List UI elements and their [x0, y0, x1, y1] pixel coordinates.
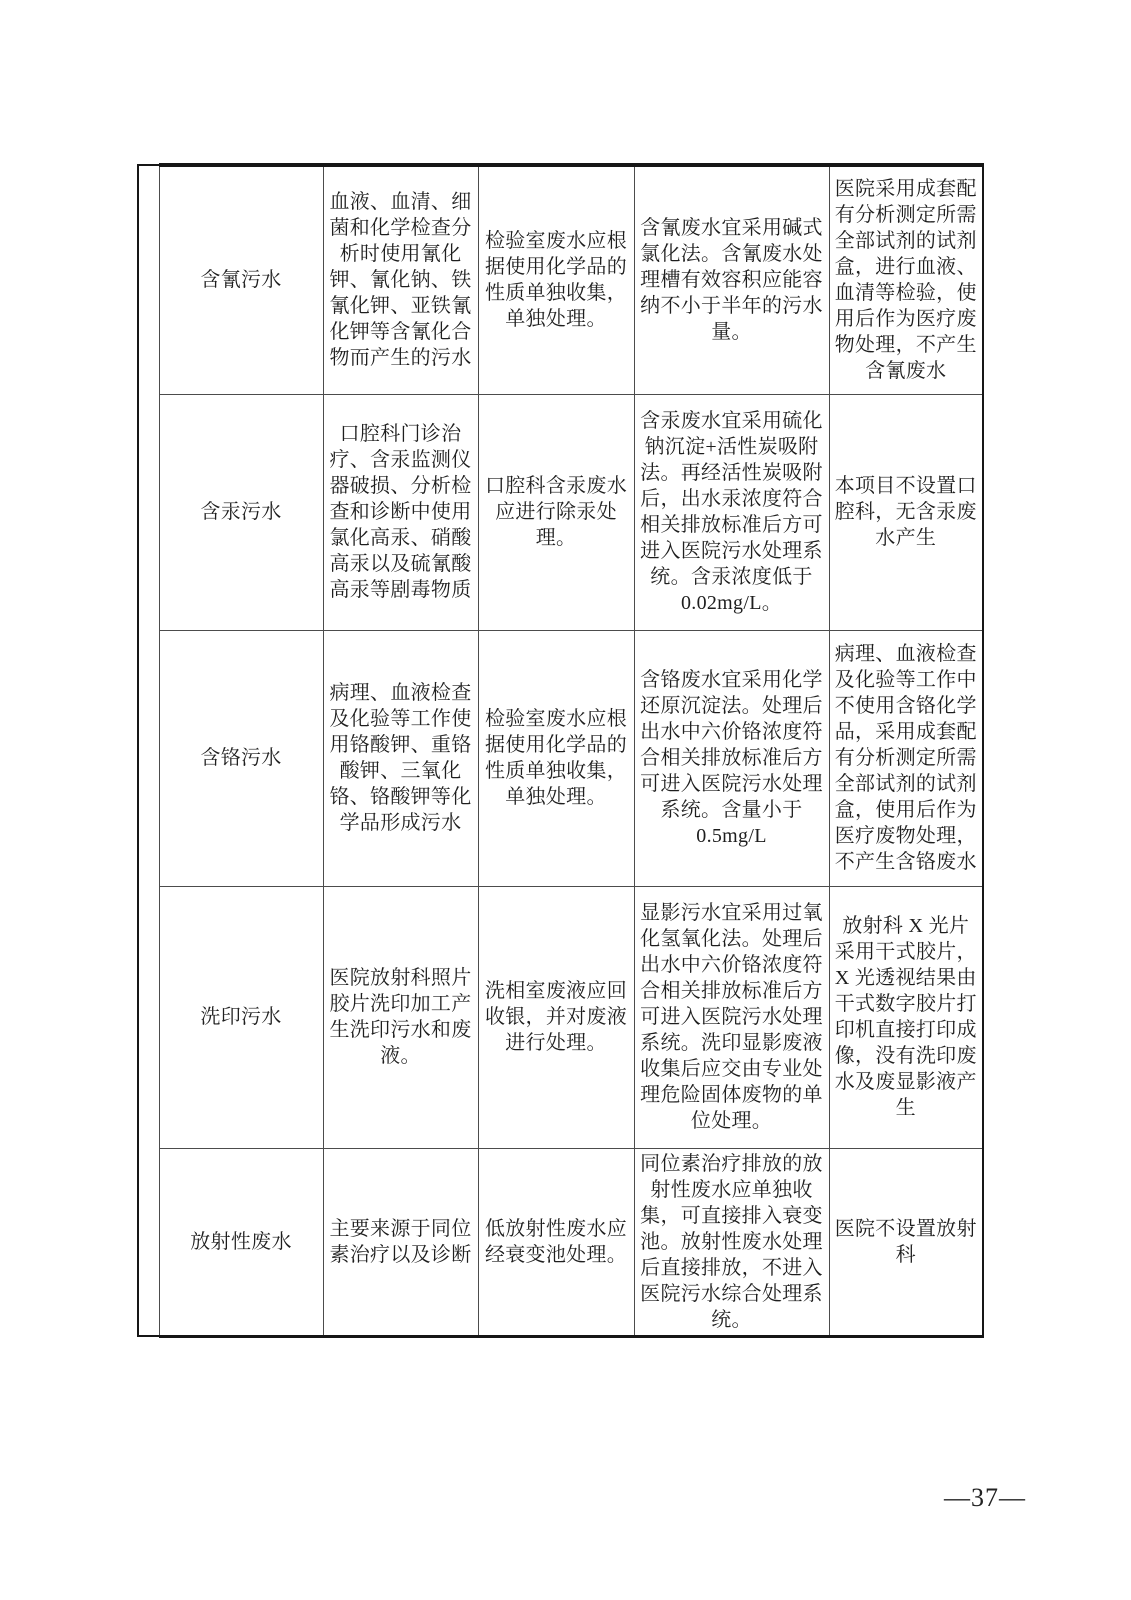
treatment-cell: 含铬废水宜采用化学还原沉淀法。处理后出水中六价铬浓度符合相关排放标准后方可进入医院污水处理系统。含量小于 0.5mg/L	[634, 630, 829, 886]
table-row	[138, 886, 983, 1148]
wastewater-table	[137, 163, 984, 1338]
source-cell: 血液、血清、细菌和化学检查分析时使用氰化钾、氰化钠、铁氰化钾、亚铁氰化钾等含氰化合物而产生的污水	[323, 165, 478, 394]
category-cell: 含汞污水	[159, 394, 323, 630]
project-situation-cell: 病理、血液检查及化验等工作中不使用含铬化学品，采用成套配有分析测定所需全部试剂的试剂盒，使用后作为医疗废物处理，不产生含铬废水	[829, 630, 983, 886]
table-row	[138, 1148, 983, 1336]
category-cell: 含铬污水	[159, 630, 323, 886]
source-cell: 主要来源于同位素治疗以及诊断	[323, 1148, 478, 1336]
category-cell: 洗印污水	[159, 886, 323, 1148]
source-cell: 病理、血液检查及化验等工作使用铬酸钾、重铬酸钾、三氧化铬、铬酸钾等化学品形成污水	[323, 630, 478, 886]
source-cell: 医院放射科照片胶片洗印加工产生洗印污水和废液。	[323, 886, 478, 1148]
table-row	[138, 630, 983, 886]
treatment-cell: 显影污水宜采用过氧化氢氧化法。处理后出水中六价铬浓度符合相关排放标准后方可进入医院污水处理系统。洗印显影废液收集后应交由专业处理危险固体废物的单位处理。	[634, 886, 829, 1148]
category-cell: 含氰污水	[159, 165, 323, 394]
collection-cell: 检验室废水应根据使用化学品的性质单独收集，单独处理。	[478, 630, 634, 886]
project-situation-cell: 本项目不设置口腔科，无含汞废水产生	[829, 394, 983, 630]
project-situation-cell: 医院不设置放射科	[829, 1148, 983, 1336]
source-cell: 口腔科门诊治疗、含汞监测仪器破损、分析检查和诊断中使用氯化高汞、硝酸高汞以及硫氰酸高汞等剧毒物质	[323, 394, 478, 630]
table-row	[138, 165, 983, 394]
project-situation-cell: 放射科 X 光片采用干式胶片，X 光透视结果由干式数字胶片打印机直接打印成像，没有洗印废水及废显影液产生	[829, 886, 983, 1148]
collection-cell: 洗相室废液应回收银，并对废液进行处理。	[478, 886, 634, 1148]
wastewater-table-container	[137, 163, 984, 1338]
table-row	[138, 394, 983, 630]
collection-cell: 检验室废水应根据使用化学品的性质单独收集，单独处理。	[478, 165, 634, 394]
collection-cell: 口腔科含汞废水应进行除汞处理。	[478, 394, 634, 630]
project-situation-cell: 医院采用成套配有分析测定所需全部试剂的试剂盒，进行血液、血清等检验，使用后作为医疗废物处理，不产生含氰废水	[829, 165, 983, 394]
category-cell: 放射性废水	[159, 1148, 323, 1336]
table-left-spanner-cell	[138, 165, 159, 1336]
page-number: —37—	[944, 1483, 1026, 1512]
collection-cell: 低放射性废水应经衰变池处理。	[478, 1148, 634, 1336]
treatment-cell: 含氰废水宜采用碱式氯化法。含氰废水处理槽有效容积应能容纳不小于半年的污水量。	[634, 165, 829, 394]
treatment-cell: 含汞废水宜采用硫化钠沉淀+活性炭吸附法。再经活性炭吸附后，出水汞浓度符合相关排放标准后方可进入医院污水处理系统。含汞浓度低于0.02mg/L。	[634, 394, 829, 630]
treatment-cell: 同位素治疗排放的放射性废水应单独收集，可直接排入衰变池。放射性废水处理后直接排放，不进入医院污水综合处理系统。	[634, 1148, 829, 1336]
